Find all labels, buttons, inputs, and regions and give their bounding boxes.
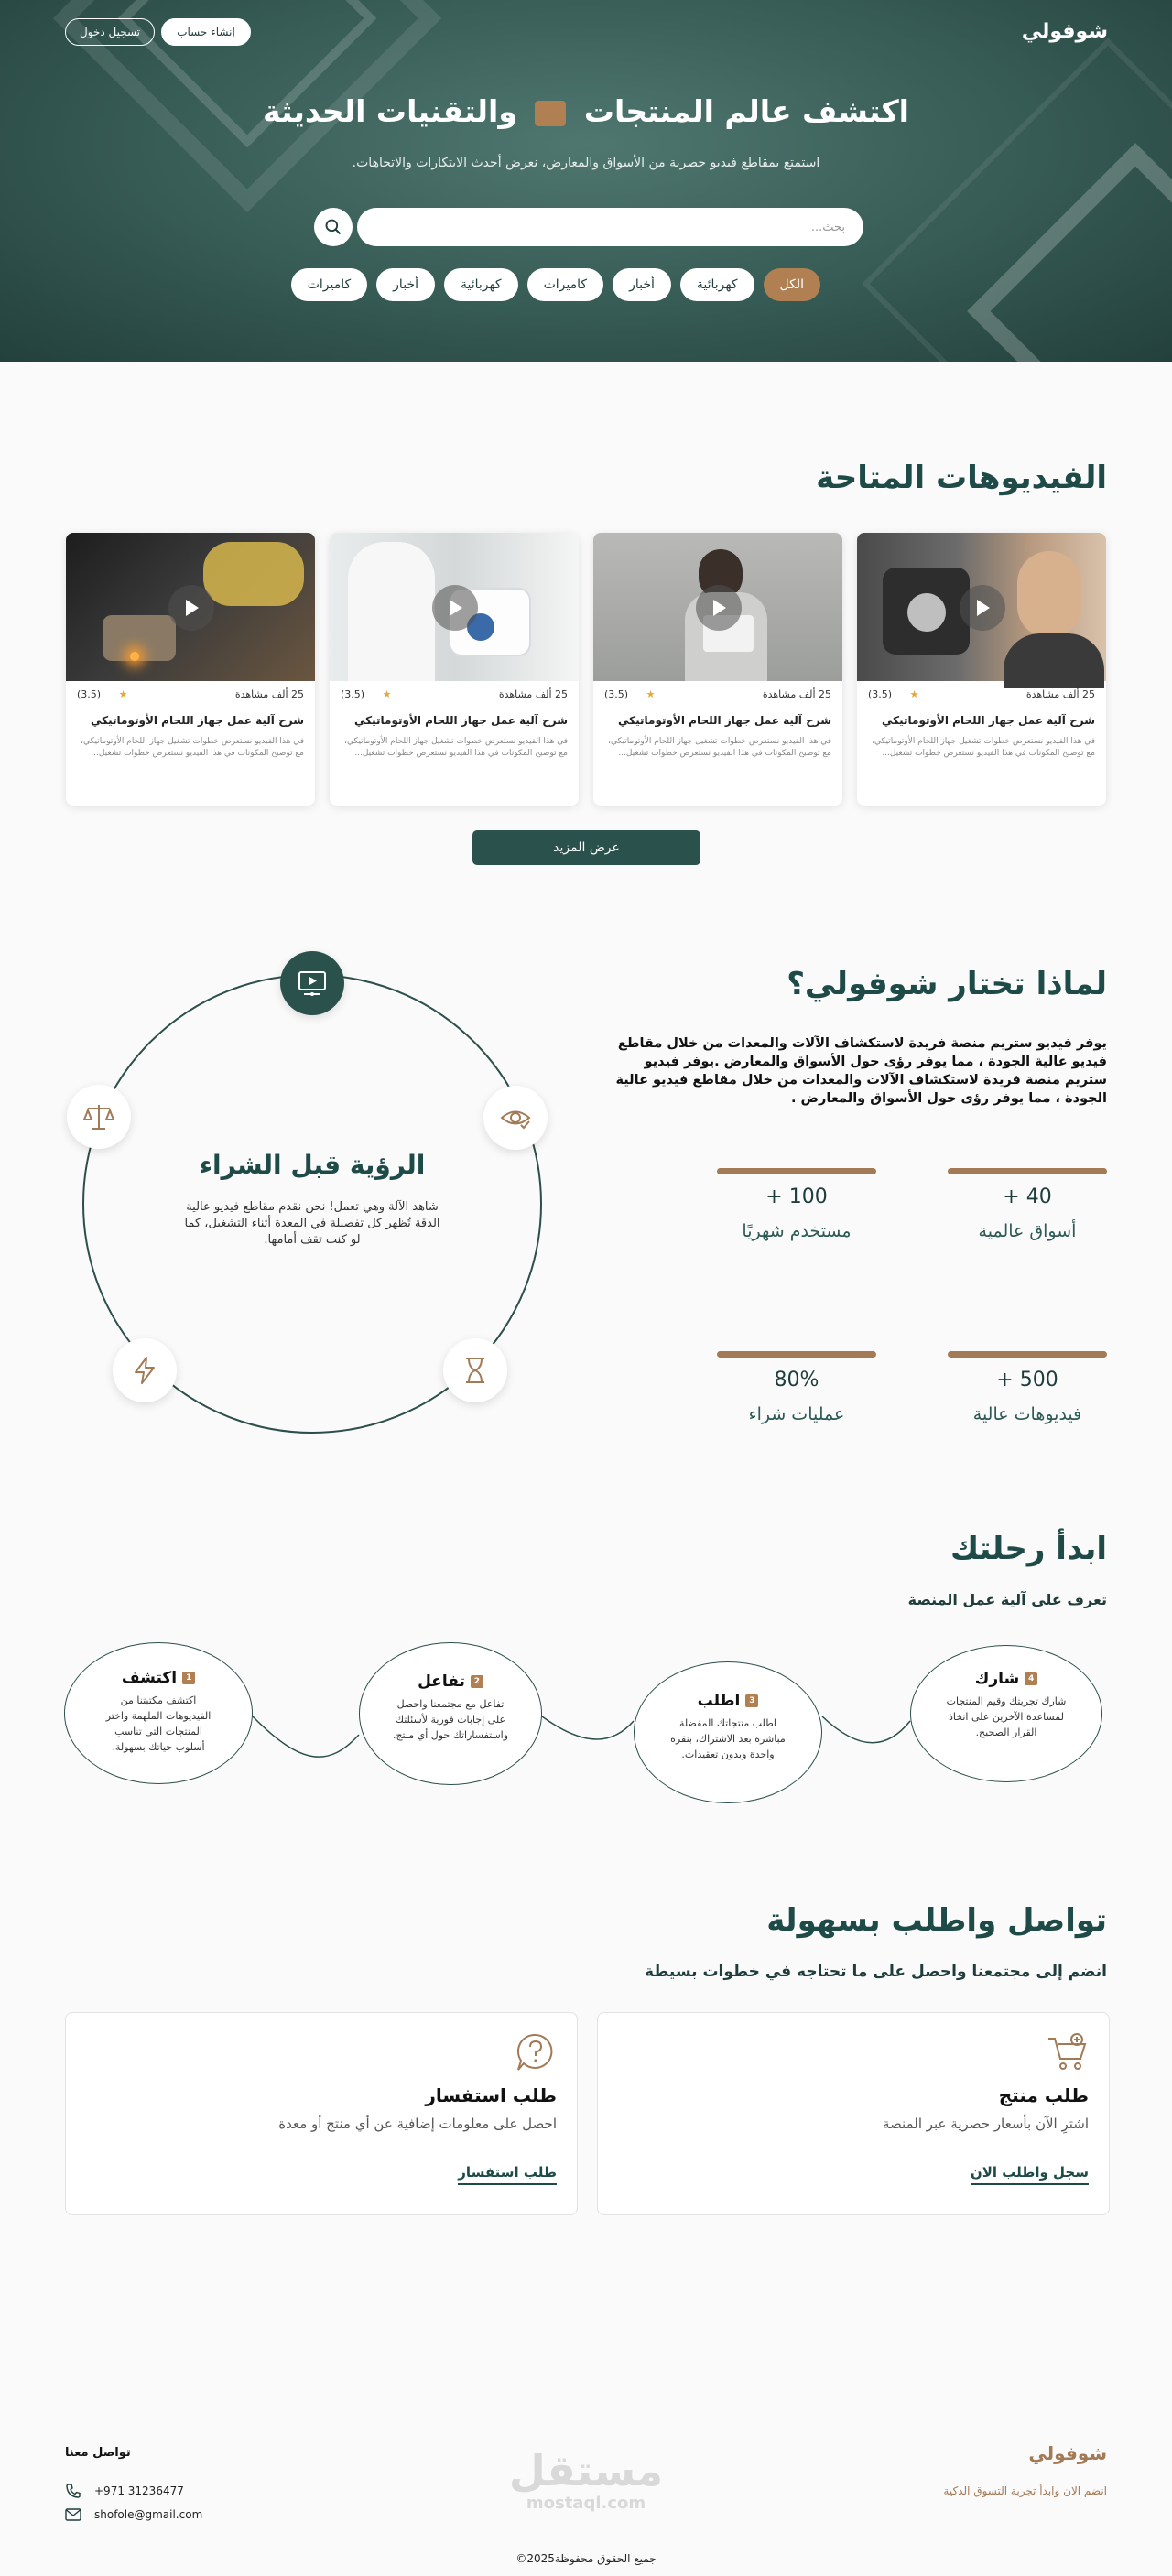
step-title bbox=[360, 1672, 541, 1691]
chip-electrical[interactable]: كهربائية bbox=[444, 268, 518, 301]
step-number: 1 bbox=[182, 1672, 195, 1684]
hero-decor-frame bbox=[862, 38, 1172, 362]
stat-purchases bbox=[717, 1351, 876, 1424]
feature-balance-button[interactable] bbox=[67, 1085, 131, 1149]
feature-hourglass-button[interactable] bbox=[443, 1338, 507, 1402]
video-title: شرح آلية عمل جهاز اللحام الأوتوماتيكي bbox=[354, 714, 568, 727]
footer-phone: +971 31236477 bbox=[94, 2484, 184, 2497]
video-description: في هذا الفيديو نستعرض خطوات تشغيل جهاز اللحام الأوتوماتيكي، مع توضيح المكونات في هذا الفيديو نستعرض خطوات تشغيل... bbox=[872, 737, 1095, 758]
show-more-button[interactable]: عرض المزيد bbox=[472, 830, 700, 865]
star-icon: ★ bbox=[646, 688, 656, 700]
step-description: اكتشف مكتبتنا من الفيديوهات الملهمة واختر المنتجات التي تناسب أسلوب حياتك بسهولة. bbox=[105, 1694, 212, 1753]
chip-news[interactable]: أخبار bbox=[376, 268, 435, 301]
play-button[interactable] bbox=[696, 585, 742, 631]
stat-bar bbox=[717, 1168, 876, 1174]
journey-subtitle: تعرف على آلية عمل المنصة bbox=[907, 1591, 1107, 1608]
category-chips bbox=[291, 268, 820, 301]
journey-step-discover bbox=[64, 1642, 253, 1784]
login-button[interactable]: تسجيل دخول bbox=[65, 18, 155, 46]
feature-bolt-button[interactable] bbox=[113, 1338, 177, 1402]
step-description: تفاعل مع مجتمعنا واحصل على إجابات فورية لأسئلتك واستفساراتك حول أي منتج. bbox=[392, 1698, 509, 1741]
video-screen-icon bbox=[296, 967, 329, 1000]
play-icon bbox=[974, 599, 991, 617]
chip-all[interactable]: الكل bbox=[764, 268, 821, 301]
contact-subtitle: انضم إلى مجتمعنا واحصل على ما تحتاجه في خطوات بسيطة bbox=[645, 1963, 1107, 1981]
contact-card-order bbox=[597, 2012, 1110, 2215]
chip-electrical[interactable]: كهربائية bbox=[680, 268, 754, 301]
mail-icon bbox=[65, 2508, 81, 2521]
stat-label: مستخدم شهريًا bbox=[742, 1221, 852, 1241]
step-title-text: تفاعل bbox=[418, 1672, 465, 1691]
video-views: 25 ألف مشاهدة bbox=[1026, 688, 1095, 700]
step-title bbox=[911, 1670, 1101, 1688]
video-meta bbox=[604, 688, 831, 707]
feature-video-button[interactable] bbox=[280, 951, 344, 1015]
header-logo[interactable]: شوفولي bbox=[1021, 20, 1108, 43]
hero-title-part1: اكتشف عالم المنتجات bbox=[583, 93, 909, 129]
why-paragraph: يوفر فيديو ستريم منصة فريدة لاستكشاف الآلات والمعدات من خلال مقاطع فيديو عالية الجودة ، مما يوفر رؤى حول الأسواق والمعارض .يوفر فيديو ستريم منصة فريدة لاستكشاف الآلات والمعدات من خلال مقاطع فيديو عالية الجودة ، مما يوفر رؤى حول الأسواق والمعارض . bbox=[615, 1036, 1107, 1106]
stat-number: 500 + bbox=[996, 1369, 1058, 1391]
video-views: 25 ألف مشاهدة bbox=[762, 688, 831, 700]
video-card[interactable] bbox=[857, 533, 1106, 806]
balance-scale-icon bbox=[81, 1099, 116, 1134]
videos-title: الفيديوهات المتاحة bbox=[816, 460, 1107, 496]
video-card[interactable] bbox=[66, 533, 315, 806]
video-rating: (3.5) bbox=[77, 688, 102, 700]
video-description: في هذا الفيديو نستعرض خطوات تشغيل جهاز اللحام الأوتوماتيكي، مع توضيح المكونات في هذا الفيديو نستعرض خطوات تشغيل... bbox=[608, 737, 831, 758]
video-card[interactable] bbox=[330, 533, 579, 806]
stat-label: أسواق عالمية bbox=[978, 1221, 1077, 1241]
register-order-link[interactable]: سجل واطلب الان bbox=[971, 2164, 1089, 2185]
stat-videos bbox=[948, 1351, 1107, 1424]
card-title: طلب منتج bbox=[998, 2084, 1089, 2106]
play-button[interactable] bbox=[960, 585, 1005, 631]
stat-bar bbox=[948, 1168, 1107, 1174]
hero-title-part2: والتقنيات الحديثة bbox=[263, 93, 517, 129]
video-rating: (3.5) bbox=[868, 688, 893, 700]
video-title: شرح آلية عمل جهاز اللحام الأوتوماتيكي bbox=[618, 714, 831, 727]
stat-bar bbox=[717, 1351, 876, 1358]
journey-title: ابدأ رحلتك bbox=[950, 1531, 1107, 1567]
video-rating: (3.5) bbox=[604, 688, 629, 700]
feature-description: شاهد الآلة وهي تعمل! نحن نقدم مقاطع فيديو عالية الدقة تُظهر كل تفصيلة في المعدة أثناء التشغيل، كما لو كنت تقف أمامها. bbox=[184, 1200, 440, 1247]
chip-news[interactable]: أخبار bbox=[613, 268, 671, 301]
question-chat-icon bbox=[515, 2031, 557, 2073]
video-views: 25 ألف مشاهدة bbox=[234, 688, 304, 700]
stat-number: 100 + bbox=[765, 1185, 828, 1208]
step-number: 4 bbox=[1025, 1672, 1037, 1685]
step-description: شارك تجربتك وقيم المنتجات لمساعدة الآخرين على اتخاذ القرار الصحيح. bbox=[946, 1695, 1067, 1738]
video-card[interactable] bbox=[593, 533, 842, 806]
search-button[interactable] bbox=[314, 208, 353, 246]
contact-card-inquiry bbox=[65, 2012, 578, 2215]
video-meta bbox=[77, 688, 304, 707]
journey-step-interact bbox=[359, 1642, 542, 1785]
feature-title: الرؤية قبل الشراء bbox=[199, 1150, 426, 1180]
inquiry-link[interactable]: طلب استفسار bbox=[458, 2164, 557, 2185]
journey-step-share bbox=[910, 1645, 1102, 1782]
footer-watermark bbox=[494, 2448, 678, 2513]
footer-contact-title: تواصل معنا bbox=[65, 2446, 131, 2460]
contact-title: تواصل واطلب بسهولة bbox=[766, 1902, 1107, 1939]
video-description: في هذا الفيديو نستعرض خطوات تشغيل جهاز اللحام الأوتوماتيكي، مع توضيح المكونات في هذا الفيديو نستعرض خطوات تشغيل... bbox=[81, 737, 304, 758]
play-icon bbox=[447, 599, 463, 617]
star-icon: ★ bbox=[909, 688, 919, 700]
play-icon bbox=[711, 599, 727, 617]
step-title bbox=[65, 1669, 252, 1687]
hourglass-icon bbox=[461, 1355, 490, 1386]
step-number: 3 bbox=[745, 1694, 758, 1707]
step-number: 2 bbox=[471, 1675, 483, 1688]
signup-button[interactable]: إنشاء حساب bbox=[161, 18, 251, 46]
stat-bar bbox=[948, 1351, 1107, 1358]
search-icon bbox=[324, 218, 342, 236]
eye-check-icon bbox=[499, 1101, 532, 1134]
step-title bbox=[635, 1692, 821, 1710]
card-description: احصل على معلومات إضافية عن أي منتج أو معدة bbox=[278, 2116, 557, 2132]
card-description: اشترِ الآن بأسعار حصرية عبر المنصة bbox=[883, 2116, 1089, 2132]
stat-number: 80% bbox=[774, 1369, 819, 1391]
footer-email-row[interactable] bbox=[65, 2508, 202, 2521]
card-title: طلب استفسار bbox=[425, 2084, 557, 2106]
star-icon: ★ bbox=[118, 688, 128, 700]
hero-section bbox=[0, 0, 1172, 362]
why-title: لماذا تختار شوفولي؟ bbox=[787, 966, 1107, 1002]
feature-eye-button[interactable] bbox=[483, 1086, 548, 1150]
footer-logo[interactable]: شوفولي bbox=[1028, 2442, 1107, 2464]
video-title: شرح آلية عمل جهاز اللحام الأوتوماتيكي bbox=[91, 714, 304, 727]
video-title: شرح آلية عمل جهاز اللحام الأوتوماتيكي bbox=[882, 714, 1095, 727]
watermark-ar: مستقل bbox=[508, 2446, 664, 2495]
play-button[interactable] bbox=[168, 585, 214, 631]
search-input[interactable]: بحث... bbox=[357, 208, 863, 246]
video-description: في هذا الفيديو نستعرض خطوات تشغيل جهاز اللحام الأوتوماتيكي، مع توضيح المكونات في هذا الفيديو نستعرض خطوات تشغيل... bbox=[344, 737, 568, 758]
hero-title-badge-icon bbox=[535, 101, 566, 126]
stat-markets bbox=[948, 1168, 1107, 1241]
lightning-icon bbox=[129, 1355, 160, 1386]
video-meta bbox=[868, 688, 1095, 707]
chip-cameras[interactable]: كاميرات bbox=[291, 268, 367, 301]
footer-email: shofole@gmail.com bbox=[94, 2508, 203, 2521]
footer-tagline: انضم الان وابدأ تجربة التسوق الذكية bbox=[943, 2484, 1107, 2497]
hero-title bbox=[0, 93, 1172, 129]
step-description: اطلب منتجاتك المفضلة مباشرة بعد الاشتراك، بنقرة واحدة وبدون تعقيدات. bbox=[670, 1717, 786, 1760]
stat-label: فيديوهات عالية bbox=[972, 1404, 1082, 1424]
stat-users bbox=[717, 1168, 876, 1241]
journey-step-order bbox=[634, 1661, 822, 1803]
shopping-cart-icon bbox=[1047, 2031, 1089, 2073]
footer-copyright: جميع الحقوق محفوظة2025© bbox=[515, 2552, 657, 2565]
stat-label: عمليات شراء bbox=[748, 1404, 845, 1424]
play-icon bbox=[183, 599, 200, 617]
chip-cameras[interactable]: كاميرات bbox=[527, 268, 603, 301]
phone-icon bbox=[65, 2483, 81, 2499]
video-views: 25 ألف مشاهدة bbox=[498, 688, 568, 700]
video-rating: (3.5) bbox=[341, 688, 365, 700]
hero-subtitle: استمتع بمقاطع فيديو حصرية من الأسواق والمعارض، نعرض أحدث الابتكارات والاتجاهات. bbox=[352, 156, 820, 170]
stat-number: 40 + bbox=[1003, 1185, 1052, 1208]
play-button[interactable] bbox=[432, 585, 478, 631]
step-title-text: اطلب bbox=[697, 1692, 741, 1710]
video-meta bbox=[341, 688, 568, 707]
watermark-en: mostaql.com bbox=[526, 2494, 646, 2513]
star-icon: ★ bbox=[382, 688, 392, 700]
footer-phone-row[interactable] bbox=[65, 2483, 184, 2499]
step-title-text: اكتشف bbox=[121, 1669, 178, 1687]
step-title-text: شارك bbox=[974, 1670, 1020, 1688]
